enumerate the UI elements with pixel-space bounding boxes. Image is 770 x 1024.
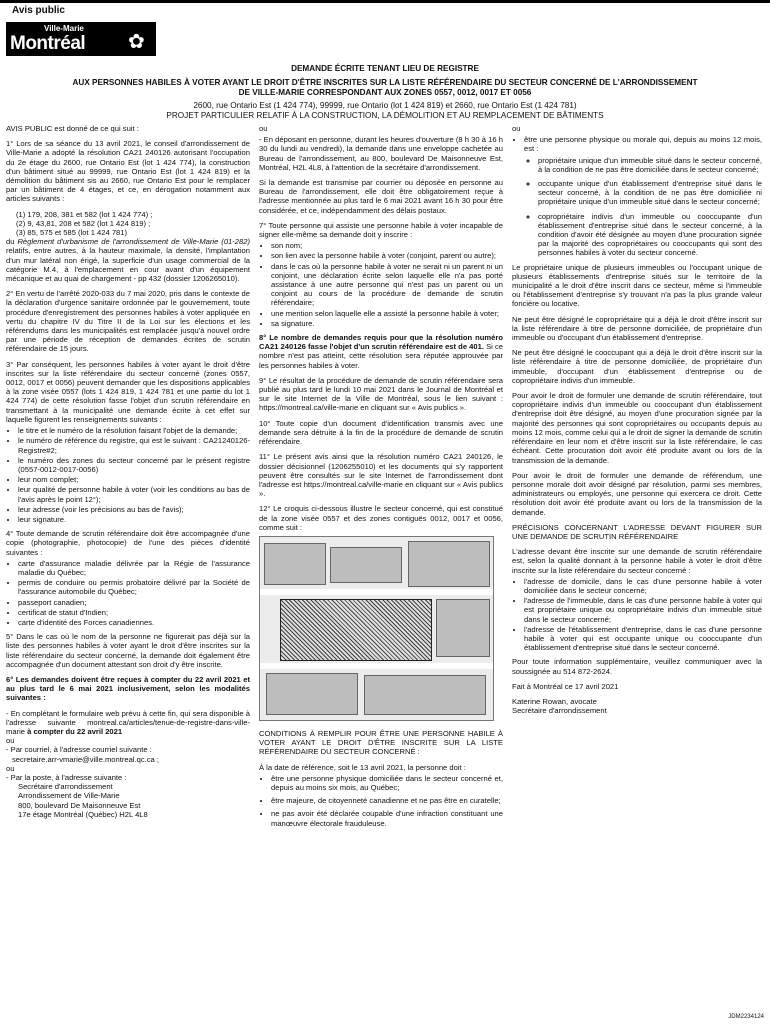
article-line: (2) 9, 43,81, 208 et 582 (lot 1 424 819) ; <box>16 218 151 228</box>
paragraph-1: 1° Lors de sa séance du 13 avril 2021, le conseil d'arrondissement de Ville-Marie a adopté la résolution CA21 240126 autorisant l'occupation du 2e étage du 2600, rue Ontario Est (lot 1 424 774), la construction d'un bâtiment situé au 99999, rue Ontario Est (lot 1 424 819) et la démolition du bâtiment sis au 2660, rue Ontario Est pour le remplacer par un bâtiment de 4 étages, et ce, en dérogation notamment aux articles suivants : <box>6 139 250 204</box>
paragraph-owner: Le propriétaire unique de plusieurs immeubles ou l'occupant unique de plusieurs établissements d'entreprise situés sur le territoire de la municipalité a le droit d'être inscrit dans ce secteur, même si l'immeuble ou l'établissement d'entreprise s'y trouvant n'a pas la plus grande valeur foncière ou locative. <box>512 262 762 309</box>
map-street <box>260 663 493 669</box>
rosette-icon: ✿ <box>128 31 145 53</box>
or-text: ou <box>512 124 521 133</box>
or-text: ou <box>259 124 268 133</box>
paragraph-4: 4° Toute demande de scrutin référendaire doit être accompagnée d'une copie (photographie, photocopie) de l'une des pièces d'identité suivantes : <box>6 529 250 557</box>
list-item: • le numéro des zones du secteur concerné par le présent registre (0557-0012-0017-0056) <box>18 456 250 474</box>
article-line: (3) 85, 575 et 585 (lot 1 424 781) <box>16 228 128 238</box>
list-owner-types <box>512 156 762 258</box>
postal-address <box>6 782 250 819</box>
paragraph-6b: - Par courriel, à l'adresse courriel suivante : <box>6 745 152 755</box>
signatory-title: Secrétaire d'arrondissement <box>512 706 607 716</box>
map-zone-0557 <box>280 599 432 661</box>
publication-code: JDM2234124 <box>728 1014 764 1020</box>
paragraph-address: L'adresse devant être inscrite sur une demande de scrutin référendaire est, selon la qualité donnant à la personne habile à voter le droit d'être inscrite sur la liste référendaire du secteur concerné : <box>512 547 762 575</box>
notice-project: PROJET PARTICULIER RELATIF À LA CONSTRUCTION, LA DÉMOLITION ET AU REMPLACEMENT DE BÂTIMENTS <box>166 111 604 120</box>
address-line: Secrétaire d'arrondissement <box>18 782 113 792</box>
contact-info: Pour toute information supplémentaire, veuillez communiquer avec la soussignée au 514 872-2624. <box>512 657 762 676</box>
paragraph-2: 2° En vertu de l'arrêté 2020-033 du 7 mai 2020, pris dans le contexte de la déclaration d'urgence sanitaire ordonnée par le gouvernement, toute procédure d'enregistrement des personnes habiles à voter appliquée en vertu du chapitre IV du Titre II de la Loi sur les élections et les référendums dans les municipalités est remplacée jusqu'à nouvel ordre par une période de réception de demandes écrites de scrutin référendaire de 15 jours. <box>6 289 250 354</box>
list-7 <box>259 241 503 328</box>
paragraph-deposit: - En déposant en personne, durant les heures d'ouverture (8 h 30 à 16 h 30 du lundi au vendredi), la demande dans une enveloppe cachetée au Bureau de l'arrondissement, au 800, boulevard De Maisonneuve Est, Montréal, H2L 4L8, à l'attention de la secrétaire d'arrondissement. <box>259 135 503 172</box>
or-text: ou <box>6 736 15 746</box>
list-item: • être une personne physique ou morale qui, depuis au moins 12 mois, est : <box>524 135 762 153</box>
avis-public-label: Avis public <box>12 5 65 16</box>
notice-addresses: 2600, rue Ontario Est (1 424 774), 99999, rue Ontario (lot 1 424 819) et 2660, rue Ontario Est (1 424 781) <box>193 101 577 110</box>
list-item: • permis de conduire ou permis probatoire délivré par la Société de l'assurance automobile du Québec; <box>18 578 250 596</box>
logo-city: Montréal <box>10 33 86 54</box>
paragraph-5: 5° Dans le cas où le nom de la personne ne figurerait pas déjà sur la liste des personnes habiles à voter ayant le droit d'être inscrites sur la liste référendaire du secteur concerné, la demande doit également être accompagnée d'un document attestant son droit d'y être inscrite. <box>6 632 250 669</box>
address-list <box>512 577 762 653</box>
map-block <box>266 673 358 715</box>
notice-title: DEMANDE ÉCRITE TENANT LIEU DE REGISTRE <box>291 64 479 73</box>
conditions-list <box>259 774 503 828</box>
articles-list <box>6 210 250 238</box>
paragraph-9: 9° Le résultat de la procédure de demande de scrutin référendaire sera publié au plus tard le lundi 10 mai 2021 dans le Journal de Montréal et sur le site Internet de la Ville de Montréal, sous le lien suivant : https://montreal.ca/ville-marie en cliquant sur « Avis publics ». <box>259 375 503 413</box>
paragraph-cooccupant: Ne peut être désigné le cooccupant qui a déjà le droit d'être inscrit sur la liste référendaire à titre de personne domiciliée, de propriétaire d'un immeuble, d'occupant d'un établissement d'entreprise ou de copropriétaire indivis d'un immeuble. <box>512 348 762 385</box>
text: relatifs, entre autres, à la hauteur maximale, la densité, l'implantation d'un mur latéral non érigé, la superficie d'un usage commercial de la catégorie M.4, à l'emplacement en cour avant d'un équipement mécanique et au quai de chargement - pp 432 (dossier 1206265010). <box>6 246 250 284</box>
address-line: 17e étage Montréal (Québec) H2L 4L8 <box>18 809 148 819</box>
precisions-heading: PRÉCISIONS CONCERNANT L'ADRESSE DEVANT FIGURER SUR UNE DEMANDE DE SCRUTIN RÉFÉRENDAIRE <box>512 522 762 541</box>
reference-date: À la date de référence, soit le 13 avril 2021, la personne doit : <box>259 762 466 772</box>
paragraph-8-bold: 8° Le nombre de demandes requis pour que la résolution numéro CA21 240126 fasse l'objet d'un scrutin référendaire est de 401. <box>259 333 503 352</box>
list-3 <box>6 426 250 524</box>
signatory-name: Katerine Rowan, avocate <box>512 696 597 706</box>
paragraph-12: 12° Le croquis ci-dessous illustre le secteur concerné, qui est constitué de la zone visée 0557 et des zones contiguës 0012, 0017 et 0056, comme suit : <box>259 504 503 532</box>
sector-map <box>259 536 494 721</box>
map-block <box>408 541 490 587</box>
paragraph-coowner: Ne peut être désigné le copropriétaire qui a déjà le droit d'être inscrit sur la liste référendaire à titre de personne domiciliée, de propriétaire d'un immeuble ou d'occupant d'un établissement d'entreprise. <box>512 314 762 343</box>
paragraph-10: 10° Toute copie d'un document d'identification transmis avec une demande sera détruite à la fin de la procédure de demande de scrutin référendaire. <box>259 418 503 447</box>
list-item: • dans le cas où la personne habile à voter ne serait ni un parent ni un conjoint, une déclaration écrite selon laquelle elle n'a pas porté assistance à une autre personne qui n'est pas un parent ou un conjoint au cours de la procédure de demande de scrutin référendaire; <box>271 262 503 308</box>
logo-borough: Ville-Marie <box>44 24 84 33</box>
address-line: 800, boulevard De Maisonneuve Est <box>18 800 141 810</box>
bylaw-title: Règlement d'urbanisme de l'arrondissement de Ville-Marie (01-282) <box>17 237 250 247</box>
list-item: ◦ occupante unique d'un établissement d'entreprise situé dans le secteur concerné, à la condition de ne pas être domiciliée ni propriétaire unique d'un immeuble situé dans le secteur concerné; <box>538 179 762 207</box>
paragraph-proxy: Pour avoir le droit de formuler une demande de scrutin référendaire, tout copropriétaire indivis d'un immeuble ou cooccupant d'un établissement d'entreprise doit être désigné, au moyen d'une procuration signée par la majorité des personnes qui sont copropriétaires ou occupants depuis au moins 12 mois, comme celui qui a le droit de signer la demande de scrutin référendaire en leur nom et d'être inscrit sur la liste référendaire, le cas échéant. Cette procuration doit avoir été produite avant ou lors de la transmission de la demande. <box>512 391 762 465</box>
paragraph-mail: Si la demande est transmise par courrier ou déposée en personne au Bureau de l'arrondissement, elle doit être obligatoirement reçue à l'adresse mentionnée au plus tard le 6 mai 2021 avant 16 h 30 pour être considérée, et ce, indépendamment des délais postaux. <box>259 178 503 215</box>
list-item: • l'adresse de l'établissement d'entreprise, dans le cas d'une personne habile à voter qui est occupante unique ou cooccupante d'un établissement d'entreprise situé dans le secteur concerné. <box>524 625 762 653</box>
list-item: • sa signature. <box>271 319 503 328</box>
list-item: ◦ propriétaire unique d'un immeuble situé dans le secteur concerné, à la condition de ne pas être domiciliée dans le secteur concerné; <box>538 156 762 174</box>
paragraph-11: 11° Le présent avis ainsi que la résolution numéro CA21 240126, le dossier décisionnel (1206255010) et les documents qui s'y rapportent peuvent être consultés sur le site Internet de l'arrondissement dont l'adresse est https://montreal.ca/ville-marie en cliquant sur « Avis publics ». <box>259 452 503 499</box>
paragraph-3: 3° Par conséquent, les personnes habiles à voter ayant le droit d'être inscrites sur la liste référendaire du secteur concerné (zones 0557, 0012, 0017 et 0056) peuvent demander que les dispositions applicables à la zone visée 0557 (lots 1 424 819, 1 424 781 et une partie du lot 1 424 774) de cette résolution fasse l'objet d'un scrutin référendaire en transmettant à la municipalité une demande écrite à cet effet sur laquelle figurent les renseignements suivants : <box>6 359 250 424</box>
list-item: • être majeure, de citoyenneté canadienne et ne pas être en curatelle; <box>271 796 503 805</box>
list-item: • le numéro de référence du registre, qui est le suivant : CA21240126-Registre#2; <box>18 436 250 454</box>
list-item: • leur nom complet; <box>18 475 250 484</box>
notice-subtitle: AUX PERSONNES HABILES À VOTER AYANT LE DROIT D'ÊTRE INSCRITES SUR LA LISTE RÉFÉRENDAIRE DU SECTEUR CONCERNÉ DE L'ARRONDISSEMENT <box>72 78 698 87</box>
list-item: • carte d'assurance maladie délivrée par la Régie de l'assurance maladie du Québec; <box>18 559 250 577</box>
montreal-logo <box>6 22 156 56</box>
list-item: • ne pas avoir été déclarée coupable d'une infraction constituant une manœuvre électorale frauduleuse. <box>271 809 503 827</box>
top-rule <box>0 0 770 3</box>
conditions-heading: CONDITIONS À REMPLIR POUR ÊTRE UNE PERSONNE HABILE À VOTER AYANT LE DROIT D'ÊTRE INSCRITE SUR LA LISTE RÉFÉRENDAIRE DU SECTEUR CONCERNÉ : <box>259 728 503 757</box>
list-item: • son nom; <box>271 241 503 250</box>
paragraph-legal-person: Pour avoir le droit de formuler une demande de référendum, une personne morale doit avoir désigné par résolution, parmi ses membres, administrateurs ou employés, une personne qui exercera ce droit. Cette résolution doit avoir été produite avant ou lors de la transmission de la demande. <box>512 470 762 517</box>
column-2 <box>259 124 503 833</box>
notice-zones: DE VILLE-MARIE CORRESPONDANT AUX ZONES 0557, 0012, 0017 ET 0056 <box>238 88 532 97</box>
list-item: • une mention selon laquelle elle a assisté la personne habile à voter; <box>271 309 503 318</box>
list-4 <box>6 559 250 627</box>
list-item: • carte d'identité des Forces canadiennes. <box>18 618 250 627</box>
paragraph-7: 7° Toute personne qui assiste une personne habile à voter incapable de signer elle-même sa demande doit y inscrire : <box>259 220 503 240</box>
list-item: • le titre et le numéro de la résolution faisant l'objet de la demande; <box>18 426 250 435</box>
intro: AVIS PUBLIC est donné de ce qui suit : <box>6 124 139 133</box>
list-item: • leur signature. <box>18 515 250 524</box>
paragraph-6a: - En complétant le formulaire web prévu à cette fin, qui sera disponible à l'adresse suivante montreal.ca/articles/tenue-de-registre-dans-ville-marie <box>6 708 250 736</box>
address-line: Arrondissement de Ville-Marie <box>18 791 120 801</box>
list-item: • leur qualité de personne habile à voter (voir les conditions au bas de l'avis après le point 12°); <box>18 485 250 503</box>
paragraph-6a-date: à compter du 22 avril 2021 <box>27 726 123 736</box>
paragraph-6c: - Par la poste, à l'adresse suivante : <box>6 773 127 782</box>
map-block <box>264 543 326 585</box>
signed-date: Fait à Montréal ce 17 avril 2021 <box>512 681 619 691</box>
list-item: • passeport canadien; <box>18 598 250 607</box>
or-text: ou <box>6 763 15 773</box>
list-item: • certificat de statut d'Indien; <box>18 608 250 617</box>
article-line: (1) 179, 208, 381 et 582 (lot 1 424 774) ; <box>16 209 153 219</box>
map-block <box>330 547 402 583</box>
list-person <box>512 135 762 153</box>
list-item: • l'adresse de domicile, dans le cas d'une personne habile à voter domiciliée dans le secteur concerné; <box>524 577 762 595</box>
map-street <box>260 589 493 595</box>
list-item: ◦ copropriétaire indivis d'un immeuble ou cooccupante d'un établissement d'entreprise situé dans le secteur concerné, à la condition d'avoir été désignée au moyen d'une procuration signée par la majorité des copropriétaires ou cooccupants qui sont des personnes habiles à voter du secteur concerné. <box>538 212 762 258</box>
paragraph-8: Si ce nombre n'est pas atteint, cette résolution sera réputée approuvée par les personnes habiles à voter. <box>259 342 503 370</box>
list-item: • leur adresse (voir les précisions au bas de l'avis); <box>18 505 250 514</box>
list-item: • être une personne physique domiciliée dans le secteur concerné et, depuis au moins six mois, au Québec; <box>271 774 503 792</box>
column-3 <box>512 124 762 715</box>
map-block <box>364 675 486 715</box>
email-address: secretaire.arr-vmarie@ville.montreal.qc.ca ; <box>12 754 159 764</box>
map-block <box>436 599 490 657</box>
list-item: • son lien avec la personne habile à voter (conjoint, parent ou autre); <box>271 251 503 260</box>
paragraph-6: 6° Les demandes doivent être reçues à compter du 22 avril 2021 et au plus tard le 6 mai 2021 inclusivement, selon les modalités suivantes : <box>6 674 250 703</box>
text: du <box>6 237 18 247</box>
list-item: • l'adresse de l'immeuble, dans le cas d'une personne habile à voter qui est propriétaire unique ou copropriétaire indivis d'un immeuble situé dans le secteur concerné; <box>524 596 762 624</box>
column-1 <box>6 124 250 819</box>
